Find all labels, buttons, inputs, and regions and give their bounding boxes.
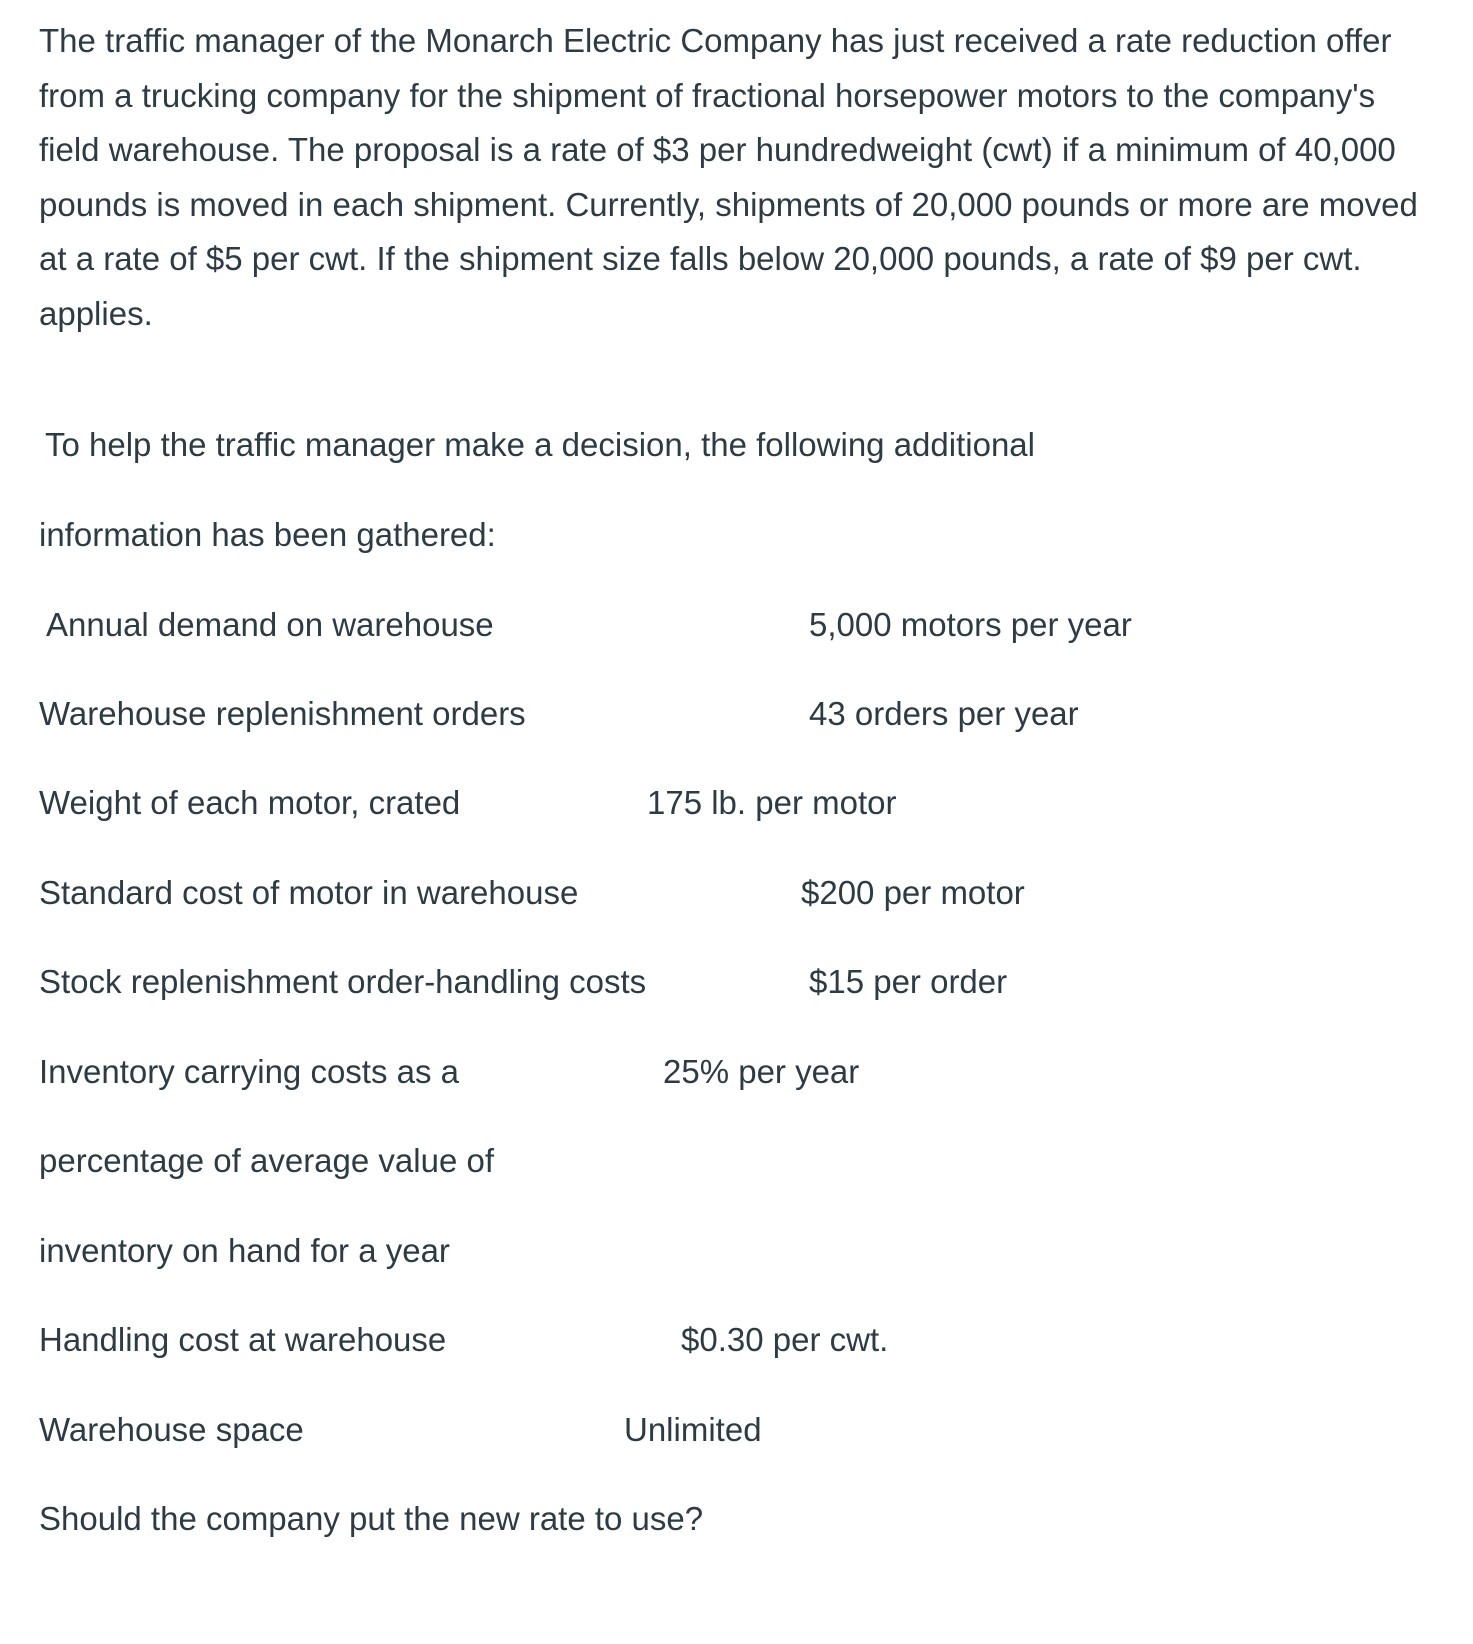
row-value-carrying-costs: 25% per year [663,1053,860,1090]
row-label-motor-weight: Weight of each motor, crated [39,784,461,821]
row-label-annual-demand: Annual demand on warehouse [46,606,494,643]
row-label-standard-cost: Standard cost of motor in warehouse [39,874,579,911]
row-label-handling-cost: Handling cost at warehouse [39,1321,447,1358]
help-line-2: information has been gathered: [39,516,496,553]
row-label-order-handling: Stock replenishment order-handling costs [39,963,647,1000]
row-value-standard-cost: $200 per motor [801,874,1025,911]
help-line-1: To help the traffic manager make a decision, the following additional [45,426,1035,463]
row-value-handling-cost: $0.30 per cwt. [681,1321,889,1358]
row-value-order-handling: $15 per order [809,963,1008,1000]
row-label-replenishment-orders: Warehouse replenishment orders [39,695,526,732]
row-label-carrying-costs-cont-1: percentage of average value of [39,1142,494,1179]
row-label-warehouse-space: Warehouse space [39,1411,304,1448]
row-value-replenishment-orders: 43 orders per year [809,695,1079,732]
row-value-warehouse-space: Unlimited [624,1411,762,1448]
row-label-carrying-costs: Inventory carrying costs as a [39,1053,460,1090]
question: Should the company put the new rate to use? [39,1500,704,1537]
row-value-annual-demand: 5,000 motors per year [809,606,1132,643]
problem-intro-paragraph: The traffic manager of the Monarch Electric Company has just received a rate reduction offer from a trucking company for the shipment of fractional horsepower motors to the company's field warehouse. The proposal is a rate of $3 per hundredweight (cwt) if a minimum of 40,000 pounds is moved in each shipment. Currently, shipments of 20,000 pounds or more are moved at a rate of $5 per cwt. If the shipment size falls below 20,000 pounds, a rate of $9 per cwt. applies. [39,22,1418,332]
row-label-carrying-costs-cont-2: inventory on hand for a year [39,1232,450,1269]
row-value-motor-weight: 175 lb. per motor [647,784,897,821]
